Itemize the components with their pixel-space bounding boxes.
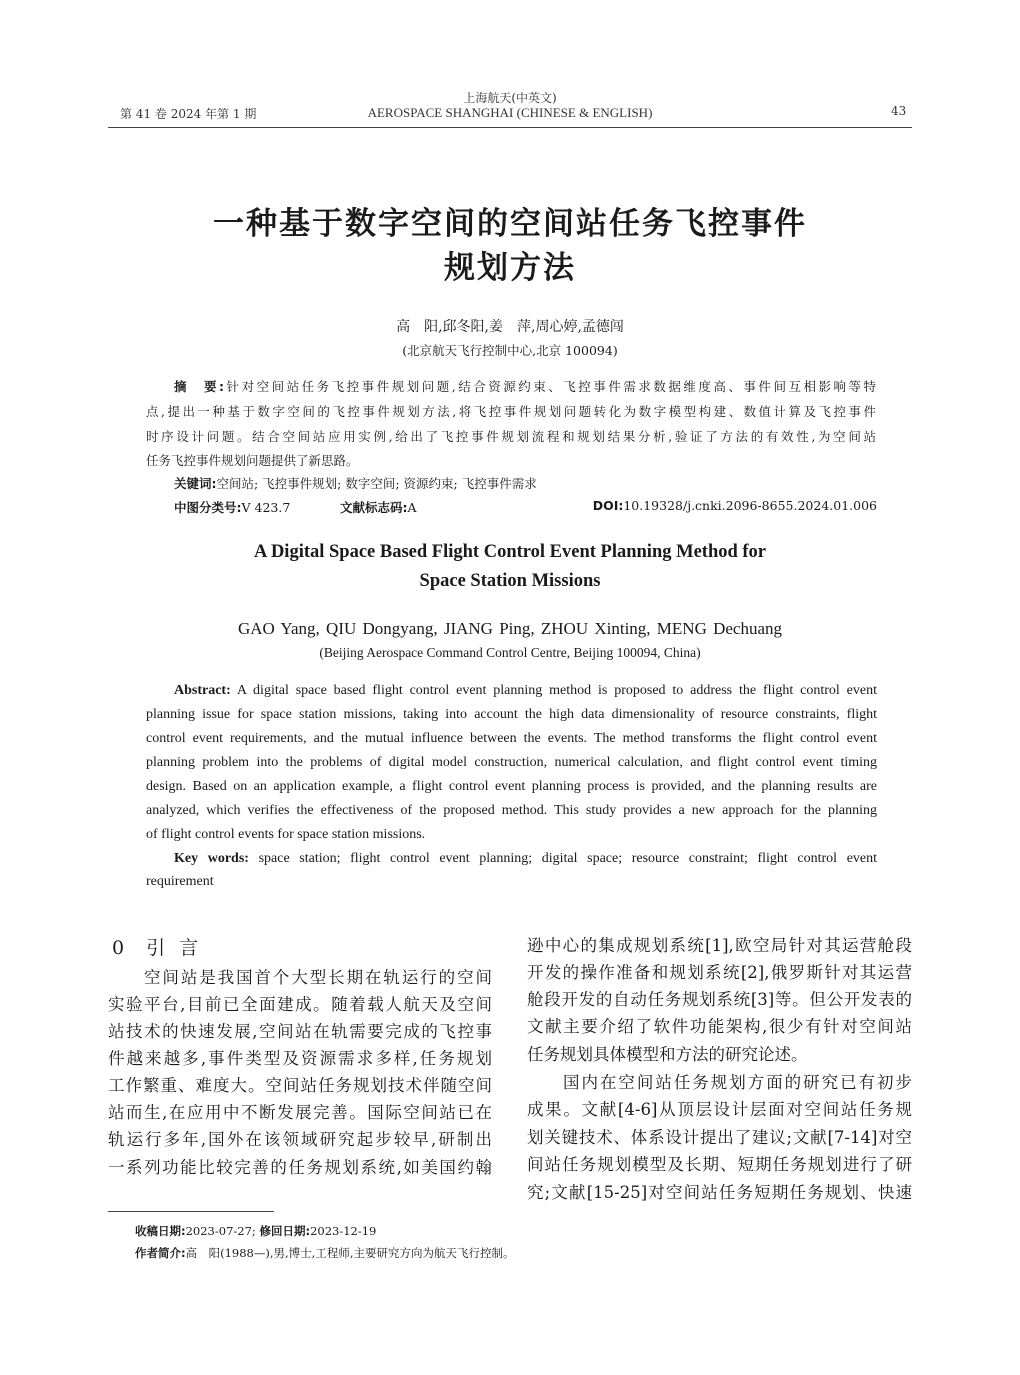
body-left-line: 件越来越多,事件类型及资源需求多样,任务规划 (108, 1049, 492, 1068)
body-right-line: 国内在空间站任务规划方面的研究已有初步 (563, 1073, 912, 1092)
abstract-cn-line: 点,提出一种基于数字空间的飞控事件规划方法,将飞控事件规划问题转化为数字模型构建、数值计算及飞控事件 (146, 404, 876, 419)
body-left-line: 站而生,在应用中不断发展完善。国际空间站已在 (108, 1103, 492, 1122)
footnote-bio (135, 1245, 514, 1261)
keywords-en-line: requirement (146, 874, 214, 889)
journal-name-cn: 上海航天(中英文) (463, 91, 557, 105)
keywords-en-line (146, 851, 877, 867)
title-en-line-2: Space Station Missions (419, 571, 601, 591)
keywords-cn (174, 474, 537, 492)
abstract-cn-line: 时序设计问题。结合空间站应用实例,给出了飞控事件规划流程和规划结果分析,验证了方法的有效性,为空间站 (146, 429, 876, 444)
body-left-line: 一系列功能比较完善的任务规划系统,如美国约翰 (108, 1158, 492, 1177)
body-left-line: 实验平台,目前已全面建成。随着载人航天及空间 (108, 995, 492, 1014)
revised-date: 2023-12-19 (310, 1224, 377, 1238)
body-left-line: 空间站是我国首个大型长期在轨运行的空间 (144, 968, 492, 987)
section-number: 0 (112, 937, 125, 959)
keywords-en-text: space station; flight control event planning; digital space; resource constraint; flight control event (258, 851, 878, 866)
document-code-label: 文献标志码: (340, 500, 408, 515)
doi (593, 498, 877, 513)
keywords-cn-text: 空间站; 飞控事件规划; 数字空间; 资源约束; 飞控事件需求 (216, 476, 537, 491)
abstract-en-line: design. Based on an application example, a flight control event planning process is provided, and the planning results are (146, 779, 877, 794)
body-right-line: 舱段开发的自动任务规划系统[3]等。但公开发表的 (527, 990, 912, 1009)
classification-value: V 423.7 (241, 500, 291, 515)
bio-text: 高 阳(1988—),男,博士,工程师,主要研究方向为航天飞行控制。 (185, 1246, 515, 1260)
abstract-en-label: Abstract: (174, 683, 231, 698)
keywords-en-label: Key words: (174, 851, 249, 866)
doi-label: DOI: (592, 498, 624, 513)
classification-label: 中图分类号: (174, 500, 242, 515)
page-number: 43 (891, 104, 907, 118)
bio-label: 作者简介: (135, 1246, 186, 1260)
authors-en: GAO Yang, QIU Dongyang, JIANG Ping, ZHOU Xinting, MENG Dechuang (237, 619, 783, 638)
abstract-cn-label: 摘 要: (174, 379, 225, 394)
classification (174, 498, 290, 516)
section-heading (112, 933, 202, 960)
abstract-cn-line: 任务飞控事件规划问题提供了新思路。 (146, 453, 359, 468)
body-right-line: 究;文献[15-25]对空间站任务短期任务规划、快速 (527, 1183, 912, 1202)
received-date: 2023-07-27; (185, 1224, 256, 1238)
body-right-line: 文献主要介绍了软件功能架构,很少有针对空间站 (527, 1017, 912, 1036)
body-right-line: 成果。文献[4-6]从顶层设计层面对空间站任务规 (527, 1100, 912, 1119)
abstract-cn-line (146, 377, 876, 395)
abstract-cn-text: 针对空间站任务飞控事件规划问题,结合资源约束、飞控事件需求数据维度高、事件间互相影响等特 (224, 379, 877, 394)
body-right-line: 划关键技术、体系设计提出了建议;文献[7-14]对空 (527, 1128, 912, 1147)
body-left-line: 站技术的快速发展,空间站在轨需要完成的飞控事 (108, 1022, 492, 1041)
body-right-line: 逊中心的集成规划系统[1],欧空局针对其运营舱段 (527, 936, 912, 955)
abstract-en-line: control event requirements, and the mutual influence between the events. The method transforms the flight control event (146, 731, 877, 746)
header-rule (108, 127, 912, 128)
body-left-line: 工作繁重、难度大。空间站任务规划技术伴随空间 (108, 1076, 492, 1095)
body-left-line: 轨运行多年,国外在该领域研究起步较早,研制出 (108, 1130, 492, 1149)
body-right-line: 间站任务规划模型及长期、短期任务规划进行了研 (527, 1155, 912, 1174)
body-right-line: 任务规划具体模型和方法的研究论述。 (527, 1045, 808, 1064)
document-code (340, 498, 417, 516)
journal-name-en: AEROSPACE SHANGHAI (CHINESE & ENGLISH) (367, 105, 653, 120)
footnote-dates (135, 1223, 376, 1239)
body-right-line: 开发的操作准备和规划系统[2],俄罗斯针对其运营 (527, 963, 912, 982)
abstract-en-line: of flight control events for space station missions. (146, 827, 426, 842)
volume-issue: 第 41 卷 2024 年第 1 期 (120, 107, 257, 121)
revised-label: 修回日期: (259, 1224, 311, 1238)
authors-cn: 高 阳,邱冬阳,姜 萍,周心婷,孟德闯 (396, 319, 624, 335)
title-cn-line-2: 规划方法 (444, 250, 576, 286)
section-title: 引 言 (146, 937, 203, 959)
received-label: 收稿日期: (135, 1224, 186, 1238)
footnote-rule (108, 1211, 274, 1212)
abstract-en-line: planning problem into the problems of digital model construction, numerical calculation, and flight control event timing (146, 755, 877, 770)
abstract-en-text: A digital space based flight control event planning method is proposed to address the flight control event (236, 683, 877, 698)
keywords-cn-label: 关键词: (174, 476, 217, 491)
affiliation-cn: (北京航天飞行控制中心,北京 100094) (402, 343, 618, 358)
abstract-en-line: analyzed, which verifies the effectiveness of the proposed method. This study provides a new approach for the planning (146, 803, 877, 818)
abstract-en-line (146, 683, 877, 699)
title-en-line-1: A Digital Space Based Flight Control Event Planning Method for (253, 542, 767, 562)
title-cn-line-1: 一种基于数字空间的空间站任务飞控事件 (213, 206, 807, 242)
doi-value: 10.19328/j.cnki.2096-8655.2024.01.006 (623, 498, 877, 513)
affiliation-en: (Beijing Aerospace Command Control Centre, Beijing 100094, China) (319, 645, 701, 660)
abstract-en-line: planning issue for space station missions, taking into account the high data dimensionality of resource constraints, flight (146, 707, 877, 722)
document-code-value: A (407, 500, 417, 515)
